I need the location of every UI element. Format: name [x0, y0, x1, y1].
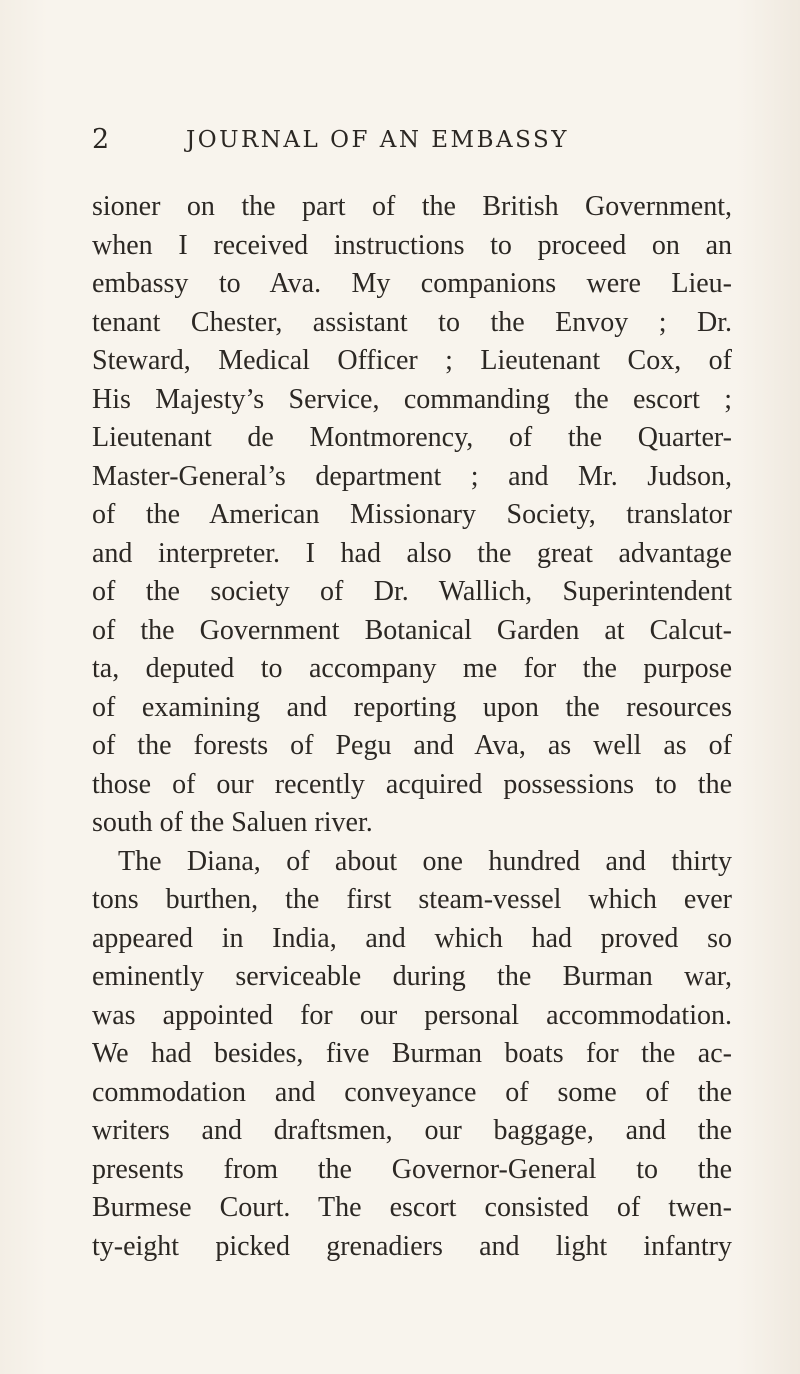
- text-line: Lieutenant de Montmorency, of the Quarter-: [92, 422, 732, 453]
- text-line: presents from the Governor-General to the: [92, 1153, 732, 1185]
- text-line: Master-General’s department ; and Mr. Judson,: [92, 460, 732, 492]
- text-line: commodation and conveyance of some of the: [92, 1076, 732, 1108]
- text-line: and interpreter. I had also the great advantage: [92, 537, 732, 569]
- text-line: tons burthen, the first steam-vessel which ever: [92, 884, 732, 915]
- text-line: Steward, Medical Officer ; Lieutenant Cox, of: [92, 345, 732, 376]
- text-line: of the American Missionary Society, translator: [92, 499, 732, 530]
- text-line: of the Government Botanical Garden at Calcut-: [92, 614, 732, 646]
- text-line: Burmese Court. The escort consisted of twen-: [92, 1192, 732, 1223]
- text-line: was appointed for our personal accommodation.: [92, 999, 732, 1031]
- text-line: of examining and reporting upon the resources: [92, 691, 732, 723]
- text-line: We had besides, five Burman boats for the ac-: [92, 1038, 732, 1069]
- text-line: south of the Saluen river.: [92, 807, 373, 838]
- page-header: [92, 120, 732, 160]
- text-line: embassy to Ava. My companions were Lieu-: [92, 268, 732, 299]
- text-line: of the society of Dr. Wallich, Superintendent: [92, 576, 732, 607]
- body-text: [92, 188, 732, 1266]
- text-line: eminently serviceable during the Burman war,: [92, 961, 732, 992]
- text-line: His Majesty’s Service, commanding the escort ;: [92, 383, 732, 415]
- paragraph-first-line: The Diana, of about one hundred and thirty: [118, 845, 732, 877]
- text-line: those of our recently acquired possessions to the: [92, 768, 732, 800]
- text-line: tenant Chester, assistant to the Envoy ; Dr.: [92, 306, 732, 338]
- text-line: writers and draftsmen, our baggage, and the: [92, 1115, 732, 1146]
- text-line: when I received instructions to proceed on an: [92, 229, 732, 261]
- text-line: sioner on the part of the British Government,: [92, 191, 732, 222]
- text-line: of the forests of Pegu and Ava, as well as of: [92, 730, 732, 761]
- page-number: 2: [92, 124, 110, 155]
- text-line: ty-eight picked grenadiers and light infantry: [92, 1230, 732, 1262]
- running-head: JOURNAL OF AN EMBASSY: [186, 127, 569, 153]
- text-line: ta, deputed to accompany me for the purpose: [92, 653, 732, 684]
- text-line: appeared in India, and which had proved so: [92, 922, 732, 954]
